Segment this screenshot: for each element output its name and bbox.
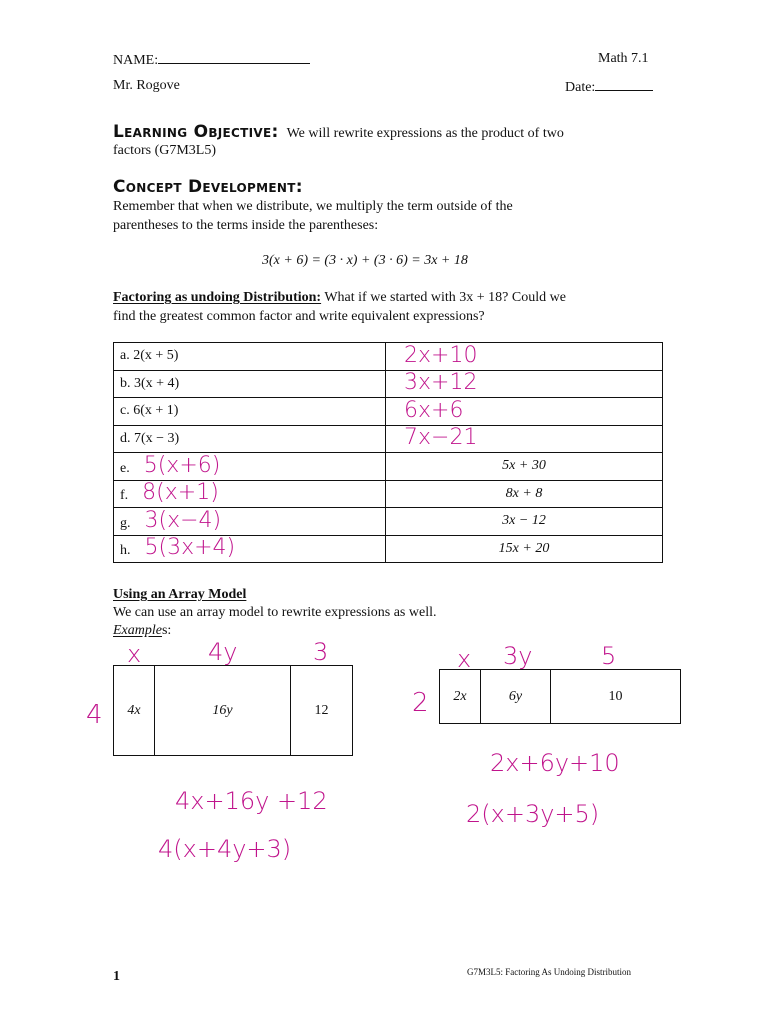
array2-side-label: 2 bbox=[412, 688, 429, 718]
table-cell-expression bbox=[114, 480, 386, 508]
array2-cell-2: 6y bbox=[481, 670, 551, 723]
array1-cell-1: 4x bbox=[114, 666, 155, 755]
array2-cell-1: 2x bbox=[440, 670, 481, 723]
expanded-expression: 8x + 8 bbox=[505, 485, 543, 501]
handwritten-answer: 7x−21 bbox=[404, 425, 478, 451]
row-label: g. bbox=[120, 515, 131, 531]
concept-text-2: parentheses to the terms inside the parentheses: bbox=[113, 218, 379, 233]
factoring-text-1: What if we started with 3x + 18? Could we bbox=[324, 290, 566, 305]
concept-text-1: Remember that when we distribute, we multiply the term outside of the bbox=[113, 199, 513, 214]
array1-model bbox=[113, 665, 353, 756]
table-cell-result bbox=[386, 398, 663, 426]
array1-expanded-expr: 4x+16y +12 bbox=[175, 787, 328, 815]
array1-cell-3: 12 bbox=[314, 702, 329, 718]
table-cell-expression bbox=[114, 425, 386, 453]
table-cell-expression bbox=[114, 370, 386, 398]
array-heading: Using an Array Model bbox=[113, 587, 247, 602]
array1-top-label-2: 4y bbox=[208, 638, 238, 666]
array2-expanded-expr: 2x+6y+10 bbox=[490, 749, 620, 777]
row-label: f. bbox=[120, 488, 129, 504]
table-cell-result bbox=[386, 535, 663, 563]
concept-title: Concept Development: bbox=[113, 177, 303, 197]
date-blank[interactable] bbox=[595, 77, 653, 91]
row-label: b. 3(x + 4) bbox=[120, 375, 180, 391]
factoring-text-2: find the greatest common factor and write equivalent expressions? bbox=[113, 309, 485, 324]
table-row bbox=[114, 453, 663, 481]
objective-text: We will rewrite expressions as the product of two bbox=[286, 126, 564, 141]
factoring-heading: Factoring as undoing Distribution: bbox=[113, 290, 322, 305]
row-label: d. 7(x − 3) bbox=[120, 430, 180, 446]
array1-factored-expr: 4(x+4y+3) bbox=[158, 835, 292, 863]
footer-title: G7M3L5: Factoring As Undoing Distribution bbox=[467, 967, 631, 977]
table-row bbox=[114, 425, 663, 453]
table-row bbox=[114, 398, 663, 426]
table-cell-result bbox=[386, 453, 663, 481]
array2-top-label-2: 3y bbox=[503, 642, 533, 670]
table-cell-expression bbox=[114, 508, 386, 536]
handwritten-factored-form: 5(x+6) bbox=[143, 452, 221, 478]
table-row bbox=[114, 370, 663, 398]
handwritten-factored-form: 8(x+1) bbox=[142, 480, 219, 506]
name-field bbox=[113, 50, 310, 70]
array2-model bbox=[439, 669, 681, 724]
expanded-expression: 3x − 12 bbox=[502, 513, 546, 529]
examples-label-wrap bbox=[113, 622, 171, 640]
array2-top-label-1: x bbox=[457, 645, 472, 673]
handwritten-factored-form: 5(3x+4) bbox=[144, 535, 236, 561]
examples-label: Example bbox=[113, 623, 162, 638]
date-label: Date: bbox=[565, 80, 596, 95]
expanded-expression: 15x + 20 bbox=[498, 540, 550, 556]
row-label: a. 2(x + 5) bbox=[120, 348, 179, 364]
array1-top-label-1: x bbox=[127, 640, 142, 668]
name-blank[interactable] bbox=[158, 50, 310, 64]
row-label: c. 6(x + 1) bbox=[120, 403, 179, 419]
table-cell-result bbox=[386, 370, 663, 398]
course-label: Math 7.1 bbox=[598, 51, 649, 66]
date-field bbox=[565, 77, 653, 97]
handwritten-answer: 6x+6 bbox=[404, 397, 464, 423]
array-heading-wrap bbox=[113, 586, 246, 604]
handwritten-answer: 3x+12 bbox=[404, 370, 478, 396]
row-label: h. bbox=[120, 543, 131, 559]
array-text: We can use an array model to rewrite expressions as well. bbox=[113, 605, 437, 620]
array2-factored-expr: 2(x+3y+5) bbox=[466, 800, 600, 828]
table-row bbox=[114, 508, 663, 536]
table-row bbox=[114, 343, 663, 371]
factoring-line1 bbox=[113, 289, 566, 307]
examples-suffix: s: bbox=[161, 623, 172, 638]
expanded-expression: 5x + 30 bbox=[502, 458, 546, 474]
handwritten-answer: 2x+10 bbox=[404, 342, 478, 368]
array1-side-label: 4 bbox=[86, 700, 103, 730]
table-cell-result bbox=[386, 343, 663, 371]
table-cell-expression bbox=[114, 453, 386, 481]
table-cell-result bbox=[386, 508, 663, 536]
array1-top-label-3: 3 bbox=[313, 638, 329, 666]
table-cell-result bbox=[386, 480, 663, 508]
table-row bbox=[114, 480, 663, 508]
table-cell-expression bbox=[114, 398, 386, 426]
array2-cell-3: 10 bbox=[608, 688, 623, 704]
table-cell-expression bbox=[114, 535, 386, 563]
teacher-name: Mr. Rogove bbox=[113, 78, 180, 93]
row-label: e. bbox=[120, 460, 130, 476]
factoring-table bbox=[113, 342, 663, 563]
objective-line1 bbox=[113, 122, 564, 143]
objective-title: Learning Objective: bbox=[113, 122, 279, 142]
table-row bbox=[114, 535, 663, 563]
distribution-equation: 3(x + 6) = (3 · x) + (3 · 6) = 3x + 18 bbox=[262, 253, 468, 268]
table-cell-result bbox=[386, 425, 663, 453]
table-cell-expression bbox=[114, 343, 386, 371]
page-number: 1 bbox=[113, 969, 120, 984]
objective-text-2: factors (G7M3L5) bbox=[113, 143, 217, 158]
name-label: NAME: bbox=[113, 53, 159, 68]
handwritten-factored-form: 3(x−4) bbox=[144, 507, 222, 533]
array1-cell-2: 16y bbox=[155, 666, 291, 755]
array2-top-label-3: 5 bbox=[601, 642, 617, 670]
